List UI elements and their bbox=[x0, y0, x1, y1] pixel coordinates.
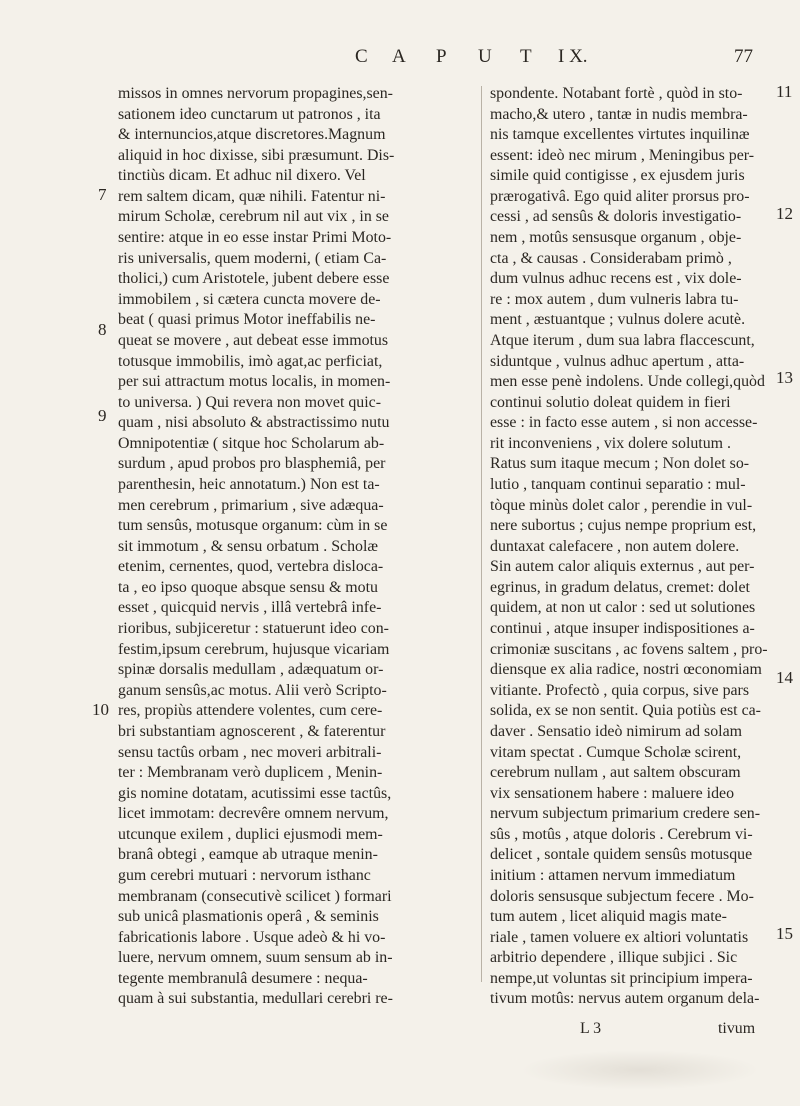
text-line: prærogativâ. Ego quid aliter prorsus pro- bbox=[490, 187, 750, 205]
text-line: immobilem , si cætera cuncta movere de- bbox=[118, 290, 381, 308]
text-line: esse : in facto esse autem , si non accesse- bbox=[490, 414, 758, 432]
margin-note-number: 8 bbox=[98, 320, 107, 339]
text-line: rit inconveniens , vix dolere solutum . bbox=[490, 434, 731, 452]
text-line: nervum subjectum primarium credere sen- bbox=[490, 805, 761, 823]
header-letter: U bbox=[478, 46, 492, 67]
text-line: spondente. Notabant fortè , quòd in sto- bbox=[490, 85, 743, 102]
margin-note-number: 14 bbox=[776, 668, 793, 687]
text-line: quam à sui substantia, medullari cerebri re- bbox=[118, 990, 393, 1008]
text-line: mirum Scholæ, cerebrum nil aut vix , in se bbox=[118, 208, 389, 226]
text-line: branâ obtegi , eamque ab utraque menin- bbox=[118, 846, 378, 864]
margin-note-number: 13 bbox=[776, 368, 793, 387]
text-line: totusque immobilis, imò agat,ac perficiat, bbox=[118, 352, 383, 370]
text-line: utcunque exilem , duplici ejusmodi mem- bbox=[118, 825, 383, 843]
text-line: etenim, cernentes, quod, vertebra disloca- bbox=[118, 558, 384, 576]
text-line: tegente membranulâ desumere : nequa- bbox=[118, 969, 368, 987]
text-line: sensu tactûs orbam , nec moveri arbitrali- bbox=[118, 743, 382, 761]
text-line: tivum motûs: nervus autem organum dela- bbox=[490, 990, 760, 1008]
text-line: res, propiùs attendere volentes, cum cere- bbox=[118, 702, 383, 720]
text-line: gis nomine dotatam, acutissimi esse tactûs, bbox=[118, 784, 392, 802]
text-line: ris universalis, quem moderni, ( etiam Ca- bbox=[118, 249, 387, 267]
text-line: to universa. ) Qui revera non movet quic- bbox=[118, 393, 381, 411]
text-line: delicet , sontale quidem sensûs motusque bbox=[490, 846, 753, 864]
text-line: daver . Sensatio ideò nimirum ad solam bbox=[490, 722, 742, 740]
text-line: diensque ex alia radice, nostri œconomiam bbox=[490, 661, 762, 679]
text-line: tum autem , licet aliquid magis mate- bbox=[490, 908, 727, 926]
text-line: riale , tamen voluere ex altiori voluntatis bbox=[490, 928, 749, 946]
text-line: siduntque , vulnus adhuc apertum , atta- bbox=[490, 352, 745, 370]
text-line: dum vulnus adhuc recens est , vix dole- bbox=[490, 270, 742, 288]
text-line: fabricationis labore . Usque adeò & hi vo- bbox=[118, 928, 386, 946]
text-line: crimoniæ suscitans , ac fovens saltem , pro- bbox=[490, 640, 768, 658]
text-line: ter : Membranam verò duplicem , Menin- bbox=[118, 764, 383, 782]
margin-note-number: 10 bbox=[92, 700, 109, 719]
text-line: quidem, at non ut calor : sed ut solutiones bbox=[490, 599, 756, 617]
running-header bbox=[0, 46, 800, 86]
text-line: sentire: atque in eo esse instar Primi Moto- bbox=[118, 229, 392, 247]
paper-stain bbox=[520, 1050, 760, 1090]
text-line: tholici,) cum Aristotele, jubent debere esse bbox=[118, 270, 390, 288]
header-letter: A bbox=[392, 46, 406, 67]
text-line: Sin autem calor aliquis externus , aut per- bbox=[490, 558, 755, 576]
text-line: rioribus, subjiceretur : statuerunt ideo con- bbox=[118, 620, 389, 638]
text-line: per sui attractum motus localis, in momen- bbox=[118, 373, 391, 391]
text-line: arbitrio dependere , illique subjici . Sic bbox=[490, 949, 738, 967]
text-line: vix sensationem habere : maluere ideo bbox=[490, 784, 735, 802]
text-line: membranam (consecutivè scilicet ) formari bbox=[118, 887, 392, 905]
margin-note-number: 11 bbox=[776, 82, 793, 101]
text-line: initium : attamen nervum immediatum bbox=[490, 866, 736, 884]
text-line: quam , nisi absoluto & abstractissimo nutu bbox=[118, 414, 390, 432]
text-line: essent: ideò nec mirum , Meningibus per- bbox=[490, 146, 755, 164]
text-line: tòque minùs dolet calor , perendie in vul- bbox=[490, 496, 753, 514]
text-line: simile quid contigisse , ex ejusdem juris bbox=[490, 167, 745, 185]
text-line: & internuncios,atque discretores.Magnum bbox=[118, 126, 386, 144]
text-line: queat se movere , aut debeat esse immotus bbox=[118, 331, 389, 349]
text-line: nem , motûs sensusque organum , obje- bbox=[490, 229, 742, 247]
text-line: spinæ dorsalis medullam , adæquatum or- bbox=[118, 661, 384, 679]
margin-note-number: 15 bbox=[776, 924, 793, 943]
text-line: cerebrum nullam , aut saltem obscuram bbox=[490, 764, 741, 782]
text-line: duntaxat calefacere , non autem dolere. bbox=[490, 537, 740, 555]
text-line: cta , & causas . Considerabam primò , bbox=[490, 249, 732, 267]
text-line: lutio , tanquam continui separatio : mul- bbox=[490, 475, 746, 493]
text-line: doloris sensusque subjectum fecere . Mo- bbox=[490, 887, 754, 905]
text-line: men esse penè indolens. Unde collegi,quòd bbox=[490, 373, 765, 391]
text-line: tum sensûs, motusque organum: cùm in se bbox=[118, 517, 388, 535]
text-line: licet immotam: decrevêre omnem nervum, bbox=[118, 805, 389, 823]
text-line: continui , atque insuper indispositiones a- bbox=[490, 620, 755, 638]
text-line: egrinus, in gradum delatus, cremet: dolet bbox=[490, 578, 750, 596]
text-line: men cerebrum , primarium , sive adæqua- bbox=[118, 496, 384, 514]
text-line: ta , eo ipso quoque absque sensu & motu bbox=[118, 578, 378, 596]
text-line: beat ( quasi primus Motor ineffabilis ne- bbox=[118, 311, 376, 329]
text-line: Omnipotentiæ ( sitque hoc Scholarum ab- bbox=[118, 434, 385, 452]
text-line: cessi , ad sensûs & doloris investigatio- bbox=[490, 208, 742, 226]
text-line: luere, nervum omnem, suum sensum ab in- bbox=[118, 949, 393, 967]
text-line: nempe,ut voluntas sit principium impera- bbox=[490, 969, 753, 987]
text-line: gum cerebri mutuari : nervorum isthanc bbox=[118, 866, 371, 884]
header-letter: C bbox=[355, 46, 368, 67]
text-line: re : mox autem , dum vulneris labra tu- bbox=[490, 290, 739, 308]
text-line: sub unicâ plasmationis operâ , & seminis bbox=[118, 908, 379, 926]
text-line: tinctiùs dicam. Et adhuc nil dixero. Vel bbox=[118, 167, 366, 185]
text-line: continui solutio doleat quidem in fieri bbox=[490, 393, 731, 411]
text-line: Atque iterum , dum sua labra flaccescunt, bbox=[490, 331, 755, 349]
right-text-column bbox=[490, 84, 800, 1010]
text-line: sûs , motûs , atque doloris . Cerebrum vi- bbox=[490, 825, 753, 843]
page-number: 77 bbox=[734, 46, 753, 67]
catchword: tivum bbox=[718, 1020, 756, 1037]
text-line: parenthesin, heic annotatum.) Non est ta- bbox=[118, 475, 380, 493]
text-line: nis tamque excellentes virtutes inquilinæ bbox=[490, 126, 750, 144]
text-line: ment , æstuantque ; vulnus dolere acutè. bbox=[490, 311, 746, 329]
text-line: macho,& utero , tantæ in nudis membra- bbox=[490, 105, 748, 123]
header-letter: P bbox=[436, 46, 447, 67]
text-line: festim,ipsum cerebrum, hujusque vicariam bbox=[118, 640, 390, 658]
margin-note-number: 12 bbox=[776, 204, 793, 223]
text-line: sit immotum , & sensu orbatum . Scholæ bbox=[118, 537, 378, 555]
text-line: bri substantiam agnoscerent , & faterentur bbox=[118, 722, 386, 740]
text-line: missos in omnes nervorum propagines,sen- bbox=[118, 85, 393, 102]
text-line: ganum sensûs,ac motus. Alii verò Scripto- bbox=[118, 681, 387, 699]
text-line: surdum , apud probos pro blasphemiâ, per bbox=[118, 455, 386, 473]
text-line: solida, ex se non sentit. Quia potiùs est ca- bbox=[490, 702, 761, 720]
text-line: esset , quicquid nervis , illâ vertebrâ infe- bbox=[118, 599, 382, 617]
text-line: sationem ideo cunctarum ut patronos , ita bbox=[118, 105, 381, 123]
margin-note-number: 7 bbox=[98, 185, 107, 204]
text-line: rem saltem dicam, quæ nihili. Fatentur ni- bbox=[118, 187, 386, 205]
text-line: vitam spectat . Cumque Scholæ scirent, bbox=[490, 743, 742, 761]
header-letter: T bbox=[520, 46, 532, 67]
text-line: aliquid in hoc dixisse, sibi præsumunt. Dis- bbox=[118, 146, 395, 164]
left-text-column bbox=[118, 84, 478, 1010]
text-line: vitiante. Profectò , quia corpus, sive pars bbox=[490, 681, 750, 699]
text-line: Ratus sum itaque mecum ; Non dolet so- bbox=[490, 455, 750, 473]
column-divider bbox=[481, 86, 482, 982]
text-line: nere subortus ; cujus nempe proprium est, bbox=[490, 517, 757, 535]
header-chapter-number: I X. bbox=[558, 46, 588, 67]
margin-note-number: 9 bbox=[98, 406, 107, 425]
signature-mark: L 3 bbox=[580, 1020, 602, 1037]
